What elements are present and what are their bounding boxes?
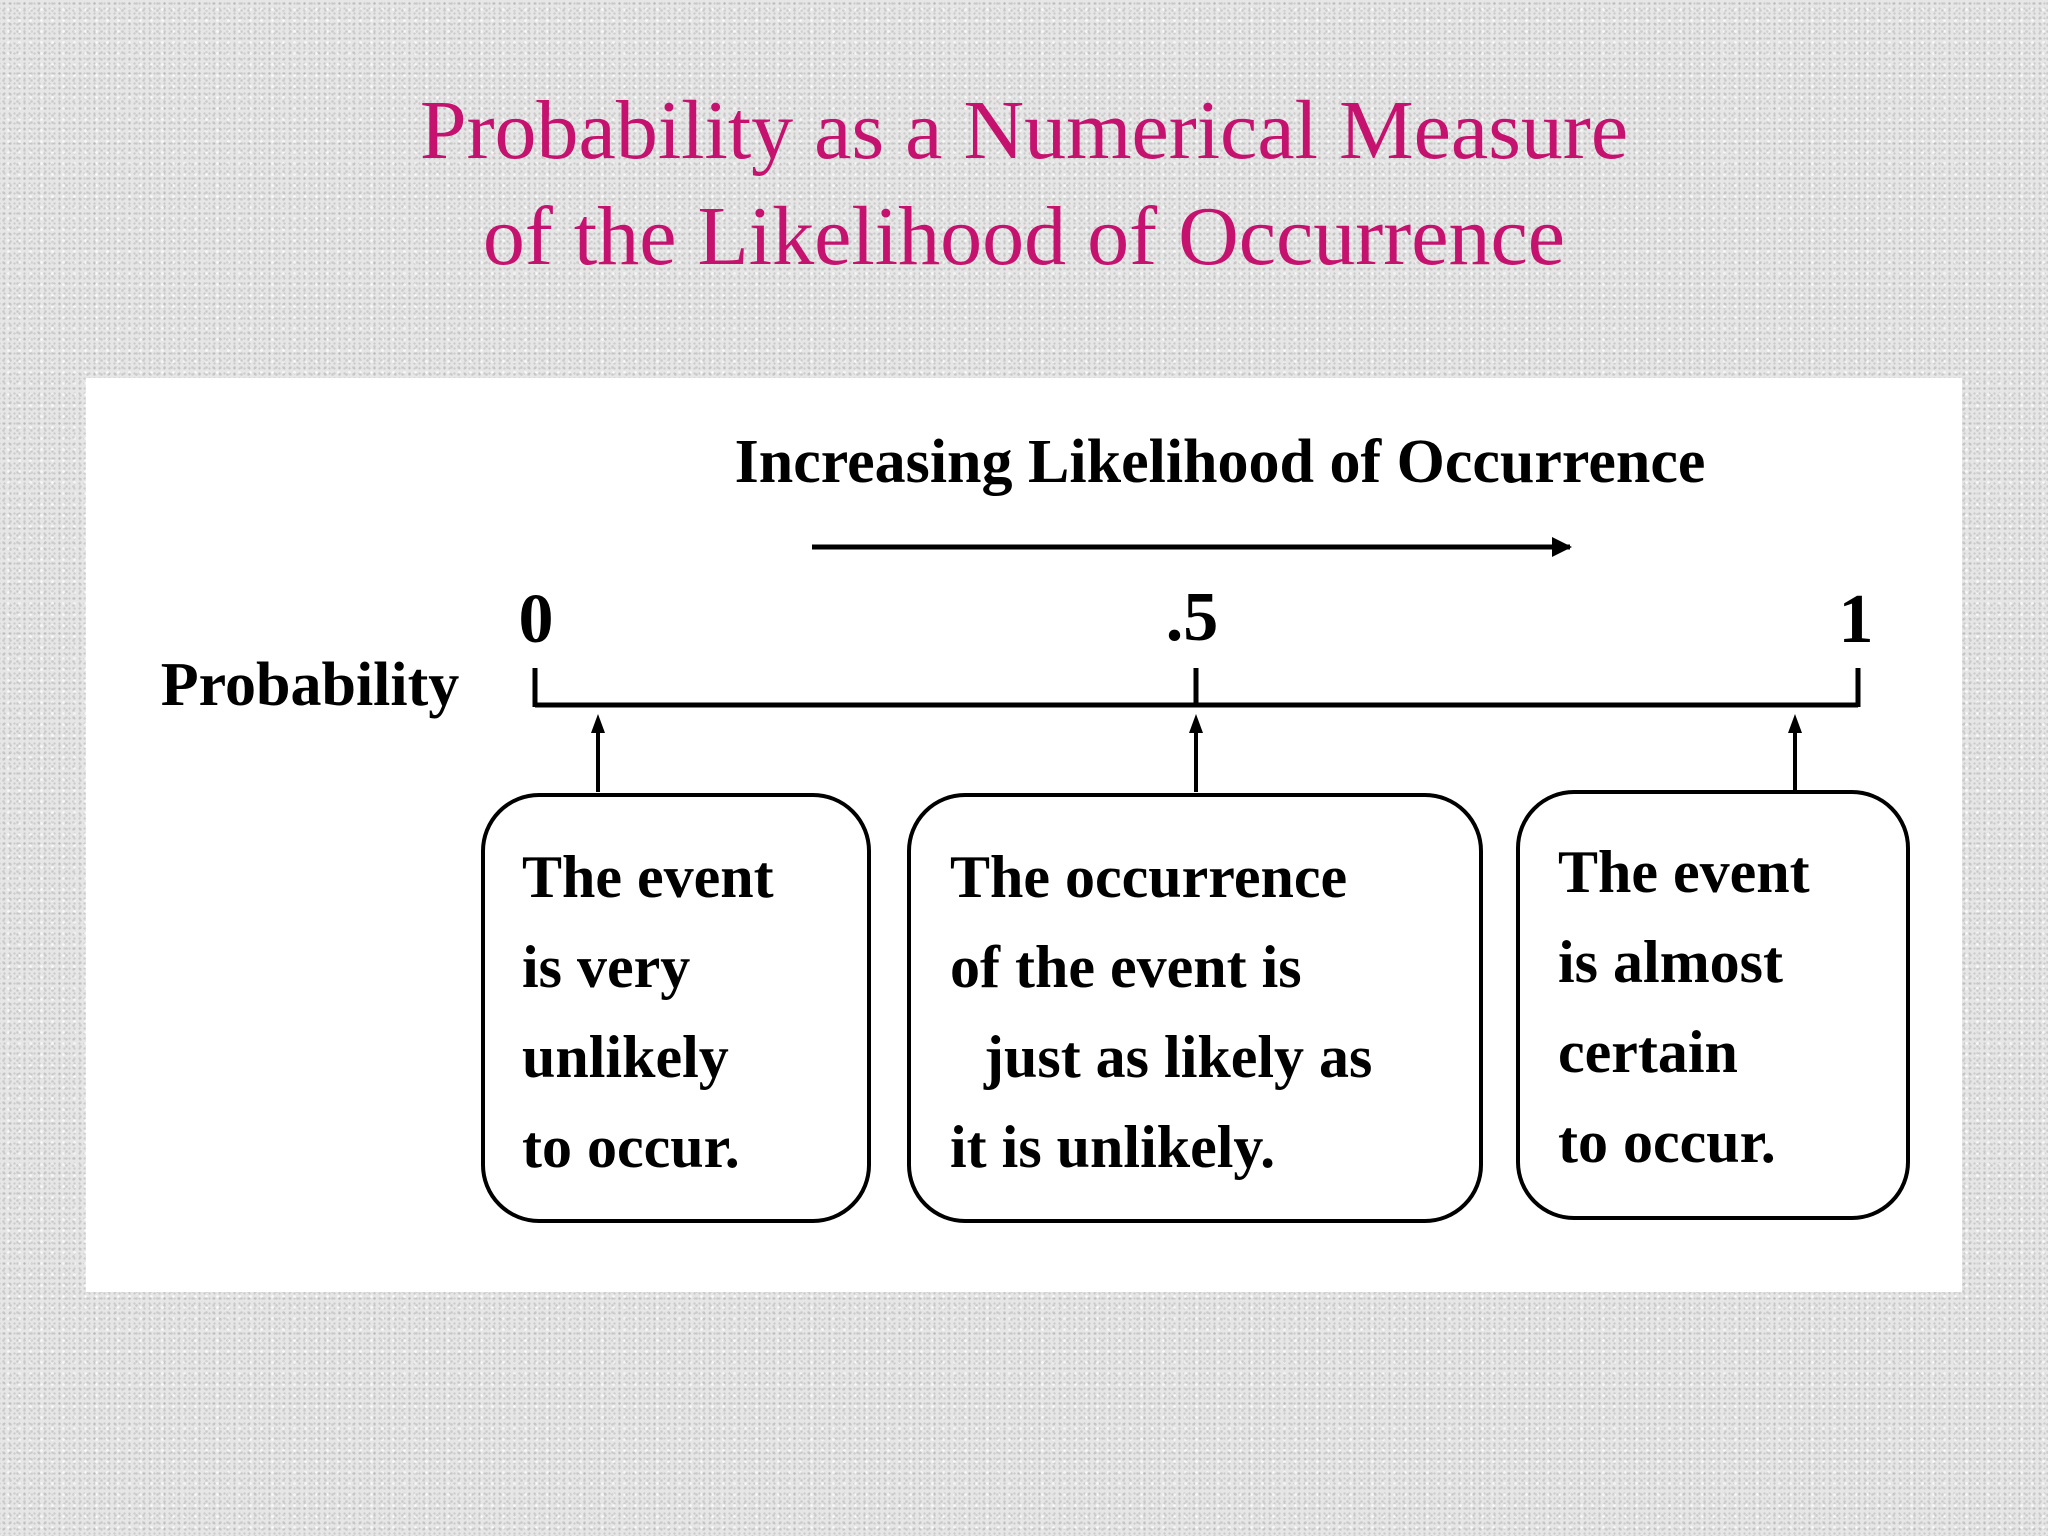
box-unlikely-line-2: is very	[522, 934, 691, 1000]
axis-label: Probability	[160, 651, 460, 719]
box-even-line-2: of the event is	[950, 934, 1302, 1000]
tick-label-half: .5	[1165, 579, 1219, 656]
slide-title-line-2: of the Likelihood of Occurrence	[482, 190, 1566, 283]
direction-arrow-head	[1552, 537, 1572, 557]
box-certain-line-4: to occur.	[1558, 1109, 1776, 1175]
slide-title-line-1: Probability as a Numerical Measure	[419, 84, 1629, 177]
pointer-arrow-high-head	[1788, 714, 1802, 733]
box-even-line-1: The occurrence	[950, 844, 1348, 910]
box-unlikely-line-3: unlikely	[522, 1024, 729, 1090]
box-certain-line-3: certain	[1558, 1019, 1738, 1085]
pointer-arrow-mid-head	[1189, 714, 1203, 733]
box-certain-line-2: is almost	[1558, 929, 1783, 995]
box-certain-line-1: The event	[1558, 839, 1810, 905]
tick-label-1: 1	[1838, 581, 1874, 658]
pointer-arrow-low-head	[591, 714, 605, 733]
box-unlikely-line-1: The event	[522, 844, 774, 910]
tick-label-0: 0	[518, 581, 554, 658]
box-even-line-4: it is unlikely.	[950, 1114, 1276, 1180]
direction-label: Increasing Likelihood of Occurrence	[734, 428, 1706, 496]
box-unlikely-line-4: to occur.	[522, 1114, 740, 1180]
box-even-line-3: just as likely as	[984, 1024, 1373, 1090]
